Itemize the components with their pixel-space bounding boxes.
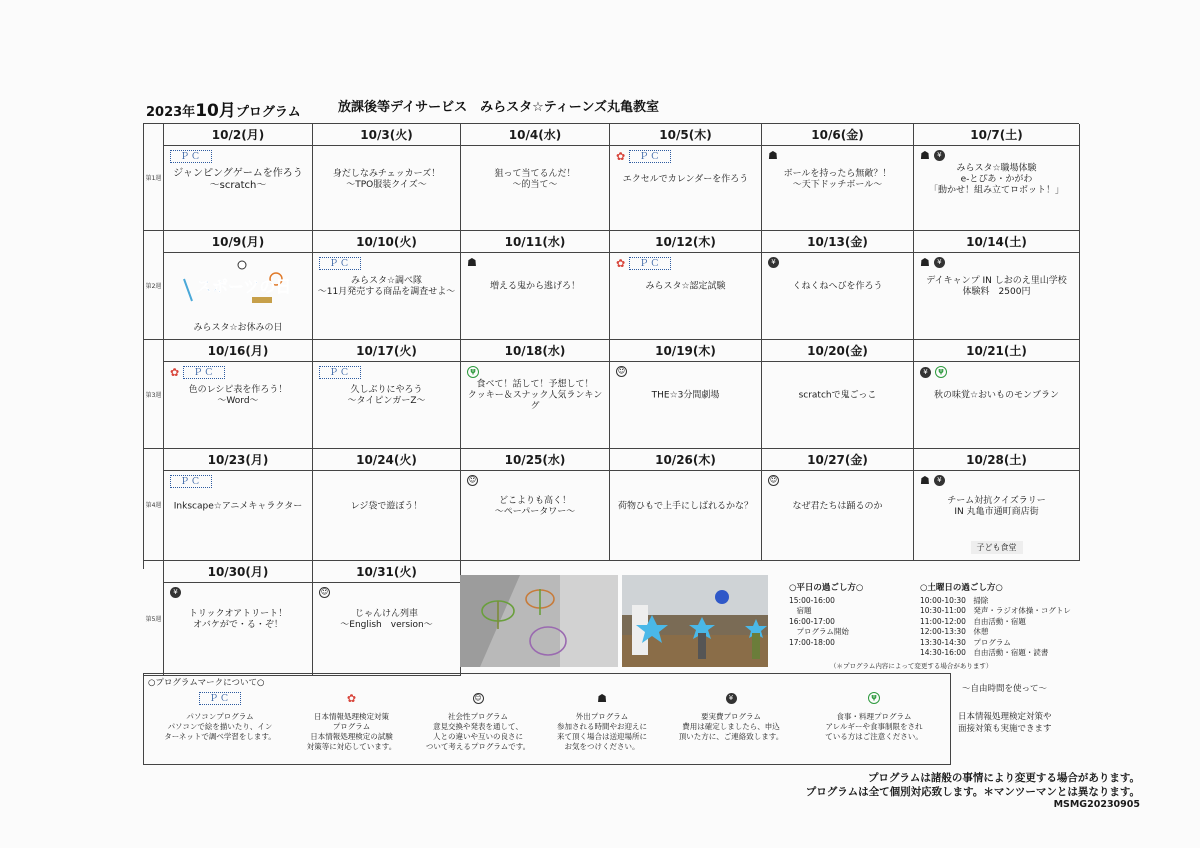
- day-marks: [170, 150, 212, 163]
- activity-line: みらスタ☆認定試験: [645, 281, 726, 292]
- day-cell: [914, 231, 1080, 340]
- outing-icon: ☗: [920, 256, 930, 269]
- activity-line: 〜的当て〜: [512, 179, 558, 190]
- day-cell: [762, 231, 914, 340]
- weekday-schedule: [789, 583, 863, 648]
- legend-item-title: 社会性プログラム: [448, 712, 508, 721]
- day-date: 10/31(火): [313, 561, 460, 583]
- day-date: 10/26(木): [610, 449, 761, 471]
- sports-day-illustration: [182, 259, 292, 309]
- legend-item-title: 外出プログラム: [575, 712, 629, 721]
- activity-line: ジャンピングゲームを作ろう: [173, 167, 303, 179]
- saturday-schedule-line: 10:00-10:30 掃除: [920, 595, 989, 605]
- activity-line: くねくねへびを作ろう: [792, 281, 883, 292]
- activity-line: 「動かせ！組み立てロボット！」: [928, 185, 1064, 196]
- day-date: 10/16(月): [164, 340, 312, 362]
- day-marks: [319, 257, 361, 270]
- day-cell: [610, 124, 762, 231]
- day-date: 10/24(火): [313, 449, 460, 471]
- legend-item-line: 人との違いや互いの良さに: [433, 732, 523, 741]
- expense-icon: ¥: [726, 693, 737, 704]
- day-activity: [614, 501, 757, 512]
- legend-item-title: 日本情報処理検定対策: [314, 712, 389, 721]
- day-body: [762, 146, 913, 230]
- saturday-schedule: [920, 583, 1071, 659]
- day-body: [313, 583, 460, 675]
- activity-line: 〜タイピンガーZ〜: [347, 396, 426, 407]
- day-marks: [467, 475, 478, 486]
- smile-icon: ☺: [474, 693, 482, 702]
- activity-line: みらスタ☆職場体験: [956, 163, 1037, 174]
- day-cell: [313, 124, 461, 231]
- day-date: 10/18(水): [461, 340, 609, 362]
- day-cell: [461, 340, 610, 449]
- day-activity: [317, 501, 456, 512]
- day-body: [762, 471, 913, 560]
- expense-icon: ¥: [934, 150, 945, 161]
- legend-item: [289, 688, 414, 752]
- legend-item-title: 要実費プログラム: [701, 712, 761, 721]
- activity-line: 〜天下ドッチボール〜: [792, 179, 883, 190]
- day-date: 10/27(金): [762, 449, 913, 471]
- day-cell: [164, 124, 313, 231]
- facility-name: 放課後等デイサービス みらスタ☆ティーンズ丸亀教室: [338, 100, 660, 115]
- smile-icon: ☺: [617, 367, 626, 375]
- day-body: [164, 253, 312, 339]
- day-marks: [170, 366, 225, 379]
- day-date: 10/3(火): [313, 124, 460, 146]
- weekday-schedule-line: 17:00-18:00: [789, 637, 835, 647]
- legend-item-line: 対策等に対応しています。: [306, 742, 397, 751]
- activity-line: エクセルでカレンダーを作ろう: [622, 174, 749, 185]
- day-body: [610, 362, 761, 448]
- day-activity: [168, 385, 308, 407]
- lotus-icon: ✿: [616, 150, 626, 163]
- activity-line: 色のレシピ表を作ろう！: [188, 385, 288, 396]
- day-date: 10/28(土): [914, 449, 1079, 471]
- lotus-icon: ✿: [170, 366, 180, 379]
- day-body: [461, 253, 609, 339]
- day-date: 10/23(月): [164, 449, 312, 471]
- legend-item-title: 食事・料理プログラム: [836, 712, 912, 721]
- week-label: 第1週: [144, 124, 164, 231]
- day-date: 10/25(水): [461, 449, 609, 471]
- day-activity: [766, 282, 909, 293]
- free-time-title: 〜自由時間を使って〜: [962, 684, 1048, 694]
- legend-item-line: お気をつけください。: [564, 742, 640, 751]
- day-date: 10/5(木): [610, 124, 761, 146]
- pc-mark-icon: ＰＣ: [629, 150, 671, 163]
- day-activity: [317, 276, 456, 298]
- day-body: [461, 471, 609, 560]
- day-cell: [313, 449, 461, 561]
- day-date: 10/11(水): [461, 231, 609, 253]
- day-cell: [461, 449, 610, 561]
- activity-line: クッキー＆スナック人気ランキング: [467, 390, 603, 412]
- activity-line: 狙って当てるんだ！: [494, 168, 576, 179]
- week-label: 第2週: [144, 231, 164, 340]
- day-date: 10/21(土): [914, 340, 1079, 362]
- day-cell: [914, 449, 1080, 561]
- day-cell: [313, 561, 461, 676]
- free-time-line-1: 日本情報処理検定対策や: [958, 712, 1052, 722]
- legend-item: [542, 688, 662, 752]
- day-activity: [168, 609, 308, 631]
- day-body: [164, 362, 312, 448]
- expense-icon: ¥: [920, 367, 931, 378]
- day-marks: [768, 257, 779, 268]
- day-body: [762, 253, 913, 339]
- legend-item-line: パソコンで絵を描いたり、イン: [167, 722, 273, 731]
- day-activity: [465, 496, 605, 518]
- expense-icon: ¥: [934, 475, 945, 486]
- saturday-schedule-line: 14:30-16:00 自由活動・宿題・読書: [920, 648, 1049, 657]
- day-body: [610, 471, 761, 560]
- day-cell: [610, 340, 762, 449]
- day-activity: [766, 391, 909, 402]
- legend-mark: [802, 688, 946, 708]
- day-marks: [170, 587, 181, 598]
- activity-line: 秋の味覚☆おいものモンブラン: [933, 390, 1060, 401]
- outing-icon: ☗: [768, 149, 778, 162]
- legend-mark: [289, 688, 414, 708]
- day-body: [914, 471, 1079, 560]
- legend-mark: [156, 688, 284, 708]
- lotus-icon: ✿: [346, 691, 357, 705]
- legend-item: [664, 688, 798, 742]
- activity-line: 〜scratch〜: [209, 179, 267, 191]
- week-label: 第5週: [144, 561, 164, 676]
- activity-line: デイキャンプ IN しおのえ里山学校: [926, 276, 1067, 287]
- activity-line: レジ袋で遊ぼう！: [350, 501, 423, 512]
- pc-mark-icon: ＰＣ: [199, 692, 241, 705]
- week-label: 第3週: [144, 340, 164, 449]
- legend-item-line: プログラム: [332, 722, 371, 731]
- day-body: [313, 253, 460, 339]
- activity-line: じゃんけん列車: [354, 608, 418, 619]
- day-date: 10/7(土): [914, 124, 1079, 146]
- day-date: 10/4(水): [461, 124, 609, 146]
- legend-item-line: 日本情報処理検定の試験: [310, 732, 393, 741]
- day-activity: [614, 174, 757, 185]
- day-body: [164, 583, 312, 675]
- day-activity: [614, 282, 757, 293]
- activity-line: IN 丸亀市通町商店街: [954, 506, 1039, 517]
- day-activity: [766, 501, 909, 512]
- activity-line: 〜ペーパータワー〜: [494, 506, 576, 517]
- day-body: [914, 253, 1079, 339]
- day-cell: [313, 340, 461, 449]
- meal-icon: ψ: [467, 366, 479, 378]
- saturday-schedule-line: 13:30-14:30 プログラム: [920, 637, 1011, 647]
- day-body: [164, 146, 312, 230]
- day-cell: [164, 340, 313, 449]
- day-marks: [467, 366, 479, 378]
- legend-item: [802, 688, 946, 742]
- pc-mark-icon: ＰＣ: [170, 150, 212, 163]
- meal-icon: ψ: [868, 692, 880, 704]
- activity-line: Inkscape☆アニメキャラクター: [173, 501, 303, 512]
- day-cell: [610, 231, 762, 340]
- activity-line: 食べて！話して！予想して！: [476, 379, 594, 390]
- day-marks: [616, 366, 627, 377]
- day-marks: [170, 475, 212, 488]
- day-body: [914, 146, 1079, 230]
- day-cell: [610, 449, 762, 561]
- saturday-schedule-line: 12:00-13:30 休憩: [920, 627, 989, 636]
- weekday-schedule-line: 15:00-16:00: [789, 595, 835, 605]
- day-marks: [920, 475, 945, 486]
- day-cell: [914, 340, 1080, 449]
- day-body: [164, 471, 312, 560]
- activity-line: 〜English version〜: [340, 619, 433, 630]
- day-cell: [762, 340, 914, 449]
- day-marks: [768, 150, 778, 161]
- legend-item-line: 頂いた方に、ご連絡致します。: [678, 732, 784, 741]
- day-marks: [768, 475, 779, 486]
- smile-icon: ☺: [769, 476, 778, 484]
- activity-line: チーム対抗クイズラリー: [947, 495, 1046, 506]
- legend-item-line: 意見交換や発表を通して、: [433, 722, 523, 731]
- day-cell: [313, 231, 461, 340]
- day-activity: [168, 501, 308, 512]
- day-marks: [920, 366, 947, 378]
- paper-tower-photo: [460, 575, 618, 667]
- day-marks: [319, 366, 361, 379]
- legend-item-line: ている方はご注意ください。: [825, 732, 923, 741]
- day-date: 10/30(月): [164, 561, 312, 583]
- weekday-schedule-title: ○平日の過ごし方○: [789, 583, 864, 593]
- weekday-schedule-line: 16:00-17:00: [789, 616, 835, 626]
- saturday-schedule-line: 11:00-12:00 自由活動・宿題: [920, 616, 1026, 626]
- activity-line: どこよりも高く！: [498, 495, 571, 506]
- smile-icon: ☺: [320, 588, 329, 596]
- activity-line: THE☆3分間劇場: [651, 390, 720, 401]
- day-marks: [319, 587, 330, 598]
- legend-item: [156, 688, 284, 742]
- pc-mark-icon: ＰＣ: [183, 366, 225, 379]
- day-marks: [920, 150, 945, 161]
- lotus-icon: ✿: [616, 257, 626, 270]
- day-date: 10/14(土): [914, 231, 1079, 253]
- day-date: 10/6(金): [762, 124, 913, 146]
- activity-line: ボールを持ったら無敵？！: [783, 168, 892, 179]
- pc-mark-icon: ＰＣ: [629, 257, 671, 270]
- footer-notice-1: プログラムは諸般の事情により変更する場合があります。: [867, 772, 1140, 784]
- saturday-schedule-line: 10:30-11:00 発声・ラジオ体操・コグトレ: [920, 606, 1071, 615]
- sports-day-text: スポーツの日: [196, 277, 292, 296]
- legend-mark: [416, 688, 540, 708]
- day-cell: [762, 124, 914, 231]
- day-activity: [614, 391, 757, 402]
- day-date: 10/12(木): [610, 231, 761, 253]
- week-label: 第4週: [144, 449, 164, 561]
- activity-line: オバケがで・る・ぞ！: [193, 619, 283, 630]
- activity-line: 体験料 2500円: [962, 287, 1031, 298]
- day-activity: [918, 496, 1075, 518]
- day-activity: [918, 391, 1075, 402]
- activity-line: scratchで鬼ごっこ: [798, 390, 877, 401]
- expense-icon: ¥: [768, 257, 779, 268]
- indoor-activity-photo: [622, 575, 768, 667]
- activity-line: 〜Word〜: [217, 396, 259, 407]
- activity-line: 〜TPO服装クイズ〜: [346, 179, 427, 190]
- activity-line: 身だしなみチェッカーズ！: [332, 168, 441, 179]
- day-cell: [461, 124, 610, 231]
- legend-mark: [542, 688, 662, 708]
- outing-icon: ☗: [597, 691, 607, 705]
- day-marks: [616, 257, 671, 270]
- saturday-schedule-title: ○土曜日の過ごし方○: [920, 583, 1003, 593]
- day-cell: [914, 124, 1080, 231]
- kodomo-shokudo-badge: 子ども食堂: [971, 541, 1023, 554]
- activity-line: 増える鬼から逃げろ！: [489, 281, 580, 292]
- day-activity: [766, 169, 909, 191]
- legend-item: [416, 688, 540, 752]
- day-body: [313, 146, 460, 230]
- day-body: [610, 253, 761, 339]
- day-date: 10/9(月): [164, 231, 312, 253]
- pc-mark-icon: ＰＣ: [319, 366, 361, 379]
- activity-line: トリックオアトリート！: [188, 608, 288, 619]
- schedule-note: （＊プログラム内容によって変更する場合があります）: [830, 662, 993, 670]
- day-activity: [168, 168, 308, 192]
- day-date: 10/19(木): [610, 340, 761, 362]
- day-cell: [164, 231, 313, 340]
- day-activity: [317, 385, 456, 407]
- activity-line: なぜ君たちは踊るのか: [792, 501, 883, 512]
- legend-item-line: ついて考えるプログラムです。: [425, 742, 531, 751]
- activity-line: e-とぴあ・かがわ: [960, 174, 1033, 185]
- day-body: [461, 362, 609, 448]
- day-activity: [465, 282, 605, 293]
- day-body: [313, 471, 460, 560]
- day-cell: [164, 561, 313, 676]
- day-cell: [461, 231, 610, 340]
- activity-line: 〜11月発売する商品を調査せよ〜: [317, 287, 456, 298]
- pc-mark-icon: ＰＣ: [170, 475, 212, 488]
- day-body: [461, 146, 609, 230]
- legend-item-line: アレルギーや食事制限をされ: [825, 722, 923, 731]
- day-body: [762, 362, 913, 448]
- pc-mark-icon: ＰＣ: [319, 257, 361, 270]
- day-date: 10/20(金): [762, 340, 913, 362]
- day-body: [610, 146, 761, 230]
- weekday-schedule-line: 宿題: [789, 606, 812, 615]
- day-marks: [467, 257, 477, 268]
- activity-line: 久しぶりにやろう: [350, 385, 423, 396]
- activity-line: みらスタ☆調べ隊: [350, 276, 423, 287]
- day-marks: [616, 150, 671, 163]
- legend-item-title: パソコンプログラム: [186, 712, 254, 721]
- mark-legend: [143, 673, 951, 765]
- day-date: 10/13(金): [762, 231, 913, 253]
- day-marks: [920, 257, 945, 268]
- outing-icon: ☗: [920, 474, 930, 487]
- meal-icon: ψ: [935, 366, 947, 378]
- day-date: 10/17(火): [313, 340, 460, 362]
- legend-item-line: ターネットで調べ学習をします。: [164, 732, 276, 741]
- day-activity: [317, 609, 456, 631]
- day-body: [914, 362, 1079, 448]
- day-body: [313, 362, 460, 448]
- footer-code: MSMG20230905: [1053, 799, 1140, 810]
- legend-title: ○プログラムマークについて○: [148, 678, 265, 688]
- footer-notice-2: プログラムは全て個別対応致します。＊マンツーマンとは異なります。: [805, 786, 1140, 798]
- free-time-line-2: 面接対策も実施できます: [958, 724, 1052, 734]
- activity-line: 荷物ひもで上手にしばれるかな？: [617, 501, 753, 512]
- legend-item-line: 費用は確定しましたら、申込: [682, 722, 780, 731]
- day-activity: [465, 380, 605, 413]
- day-activity: みらスタ☆お休みの日: [193, 323, 283, 333]
- legend-mark: [664, 688, 798, 708]
- day-date: 10/10(火): [313, 231, 460, 253]
- day-activity: [918, 276, 1075, 298]
- day-activity: [918, 163, 1075, 196]
- day-cell: [762, 449, 914, 561]
- day-activity: [317, 169, 456, 191]
- outing-icon: ☗: [467, 256, 477, 269]
- expense-icon: ¥: [170, 587, 181, 598]
- day-date: 10/2(月): [164, 124, 312, 146]
- outing-icon: ☗: [920, 149, 930, 162]
- expense-icon: ¥: [934, 257, 945, 268]
- day-cell: [164, 449, 313, 561]
- page-title: 2023年10月プログラム: [146, 101, 301, 121]
- legend-item-line: 参加される時間やお迎えに: [557, 722, 647, 731]
- weekday-schedule-line: プログラム開始: [789, 627, 849, 636]
- day-activity: [465, 169, 605, 191]
- smile-icon: ☺: [468, 476, 477, 484]
- legend-item-line: 来て頂く場合は送迎場所に: [557, 732, 647, 741]
